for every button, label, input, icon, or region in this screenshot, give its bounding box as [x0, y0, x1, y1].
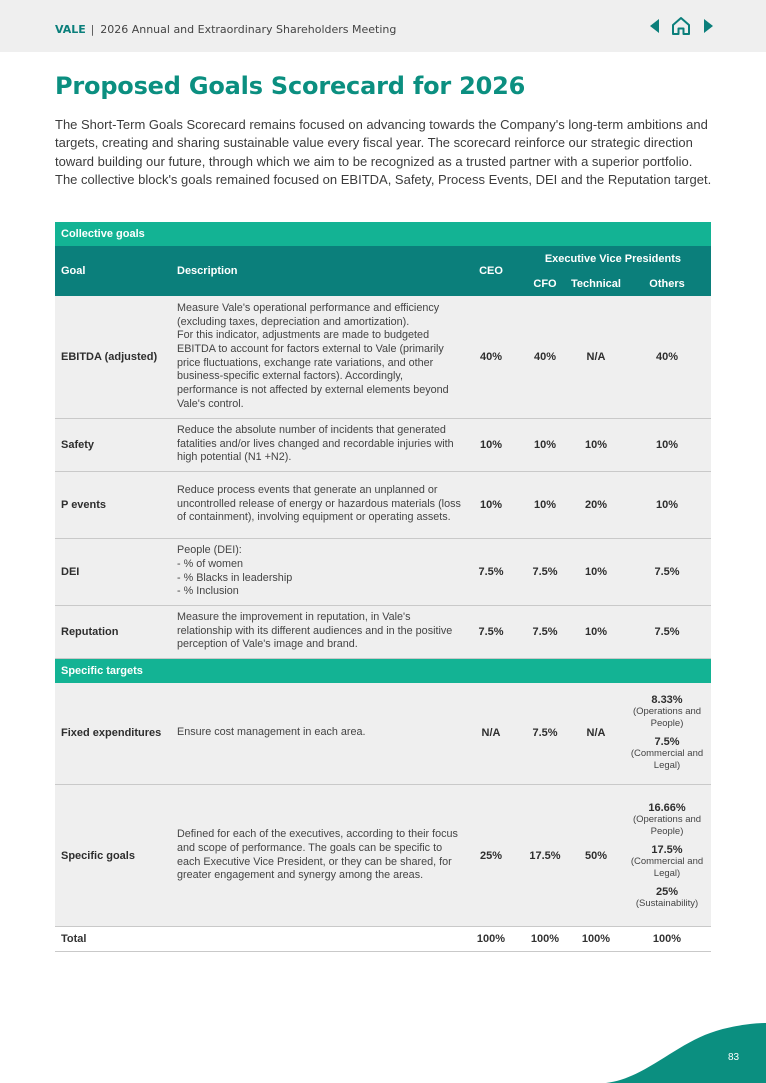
- goal-name: EBITDA (adjusted): [55, 296, 171, 418]
- total-ceo: 100%: [461, 927, 521, 952]
- others-weight-entry: [623, 802, 711, 838]
- goal-description: Reduce the absolute number of incidents that generated fatalities and/or lives changed and recordable injuries with high potential (N1 +N2).: [171, 418, 461, 471]
- others-weight: 7.5%: [623, 538, 711, 605]
- others-weight-note: (Sustainability): [635, 897, 699, 909]
- technical-weight: 10%: [569, 605, 623, 658]
- total-cfo: 100%: [521, 927, 569, 952]
- others-weight: [623, 785, 711, 927]
- others-weight-value: 25%: [655, 885, 679, 898]
- collective-goals-section-row: [55, 222, 711, 246]
- table-row: [55, 418, 711, 471]
- goal-description: Measure Vale's operational performance and efficiency (excluding taxes, depreciation and amortization). For this indicator, adjustments are made to budgeted EBITDA to account for factors external to Vale (primarily price fluctuations, exchange rate variations, and other business-specific external factors). Accordingly, performance is not affected by external elements beyond Vale's control.: [171, 296, 461, 418]
- others-weight: 40%: [623, 296, 711, 418]
- collective-goals-body: [55, 296, 711, 658]
- goal-description: Defined for each of the executives, according to their focus and scope of performance. The goals can be specific to each Executive Vice President, or they can be shared, for greater engagement and synergy among the areas.: [171, 785, 461, 927]
- ceo-weight: 40%: [461, 296, 521, 418]
- cfo-weight: 10%: [521, 418, 569, 471]
- top-bar: [0, 0, 766, 52]
- technical-weight: N/A: [569, 683, 623, 785]
- header-separator: |: [90, 23, 95, 36]
- ceo-weight: 10%: [461, 418, 521, 471]
- page-title: Proposed Goals Scorecard for 2026: [55, 72, 526, 100]
- goal-name: Safety: [55, 418, 171, 471]
- ceo-weight: N/A: [461, 683, 521, 785]
- technical-weight: N/A: [569, 296, 623, 418]
- page-number: 83: [728, 1052, 740, 1063]
- goal-name: Specific goals: [55, 785, 171, 927]
- next-page-icon[interactable]: [704, 19, 713, 33]
- goals-scorecard-table: [55, 222, 711, 952]
- total-others: 100%: [623, 927, 711, 952]
- header-cfo: CFO: [521, 272, 569, 296]
- goal-name: DEI: [55, 538, 171, 605]
- others-weight-value: 7.5%: [654, 736, 680, 749]
- others-weight-note: (Commercial and Legal): [630, 748, 704, 772]
- others-weight-entry: [623, 736, 711, 772]
- collective-goals-label: Collective goals: [55, 222, 711, 246]
- total-label: Total: [55, 927, 171, 952]
- cfo-weight: 7.5%: [521, 683, 569, 785]
- others-weight-value: 16.66%: [648, 801, 686, 814]
- cfo-weight: 7.5%: [521, 538, 569, 605]
- cfo-weight: 7.5%: [521, 605, 569, 658]
- cfo-weight: 40%: [521, 296, 569, 418]
- others-weight: 7.5%: [623, 605, 711, 658]
- technical-weight: 10%: [569, 538, 623, 605]
- technical-weight: 10%: [569, 418, 623, 471]
- goal-name: Fixed expenditures: [55, 683, 171, 785]
- others-weight: 10%: [623, 471, 711, 538]
- cfo-weight: 17.5%: [521, 785, 569, 927]
- goal-name: Reputation: [55, 605, 171, 658]
- others-weight-note: (Commercial and Legal): [630, 855, 704, 879]
- others-weight-value: 17.5%: [651, 843, 683, 856]
- total-row: [55, 927, 711, 952]
- others-weight-note: (Operations and People): [632, 706, 702, 730]
- goal-description: Ensure cost management in each area.: [171, 683, 461, 785]
- others-weight-entry: [623, 886, 711, 910]
- ceo-weight: 7.5%: [461, 605, 521, 658]
- ceo-weight: 10%: [461, 471, 521, 538]
- others-weight: 10%: [623, 418, 711, 471]
- previous-page-icon[interactable]: [650, 19, 659, 33]
- meeting-name: 2026 Annual and Extraordinary Shareholders Meeting: [100, 23, 397, 36]
- table-row: [55, 296, 711, 418]
- header-description: Description: [171, 246, 461, 296]
- header-ceo: CEO: [461, 246, 521, 296]
- table-row: [55, 605, 711, 658]
- others-weight: [623, 683, 711, 785]
- goal-description: People (DEI): - % of women - % Blacks in leadership - % Inclusion: [171, 538, 461, 605]
- others-weight-entry: [623, 694, 711, 730]
- header-goal: Goal: [55, 246, 171, 296]
- page-navigation: [646, 14, 716, 38]
- cfo-weight: 10%: [521, 471, 569, 538]
- corner-wave-decoration: [606, 1023, 766, 1083]
- specific-targets-section-row: [55, 658, 711, 683]
- table-row: [55, 471, 711, 538]
- header-title: [55, 23, 396, 36]
- header-technical: Technical: [569, 272, 623, 296]
- total-description-empty: [171, 927, 461, 952]
- technical-weight: 50%: [569, 785, 623, 927]
- header-others: Others: [623, 272, 711, 296]
- table-row: [55, 785, 711, 927]
- ceo-weight: 25%: [461, 785, 521, 927]
- intro-paragraph: The Short-Term Goals Scorecard remains focused on advancing towards the Company's long-term ambitions and targets, creating and sharing sustainable value every fiscal year. The scorecard reinforce our strategic direction toward building our future, through which we aim to be recognized as a trusted partner with a superior portfolio. The collective block's goals remained focused on EBITDA, Safety, Process Events, DEI and the Reputation target.: [55, 117, 712, 187]
- others-weight-entry: [623, 844, 711, 880]
- goal-description: Reduce process events that generate an unplanned or uncontrolled release of energy or hazardous materials (loss of containment), involving equipment or operating assets.: [171, 471, 461, 538]
- header-evp: Executive Vice Presidents: [521, 246, 711, 272]
- specific-targets-body: [55, 683, 711, 927]
- others-weight-note: (Operations and People): [632, 813, 702, 837]
- home-icon[interactable]: [670, 15, 692, 37]
- table-row: [55, 538, 711, 605]
- technical-weight: 20%: [569, 471, 623, 538]
- table-header-row-1: [55, 246, 711, 272]
- specific-targets-label: Specific targets: [55, 658, 711, 683]
- goal-name: P events: [55, 471, 171, 538]
- total-technical: 100%: [569, 927, 623, 952]
- goal-description: Measure the improvement in reputation, in Vale's relationship with its different audiences and in the positive perception of Vale's image and brand.: [171, 605, 461, 658]
- table-row: [55, 683, 711, 785]
- brand-name: VALE: [55, 23, 86, 36]
- others-weight-value: 8.33%: [651, 694, 683, 707]
- ceo-weight: 7.5%: [461, 538, 521, 605]
